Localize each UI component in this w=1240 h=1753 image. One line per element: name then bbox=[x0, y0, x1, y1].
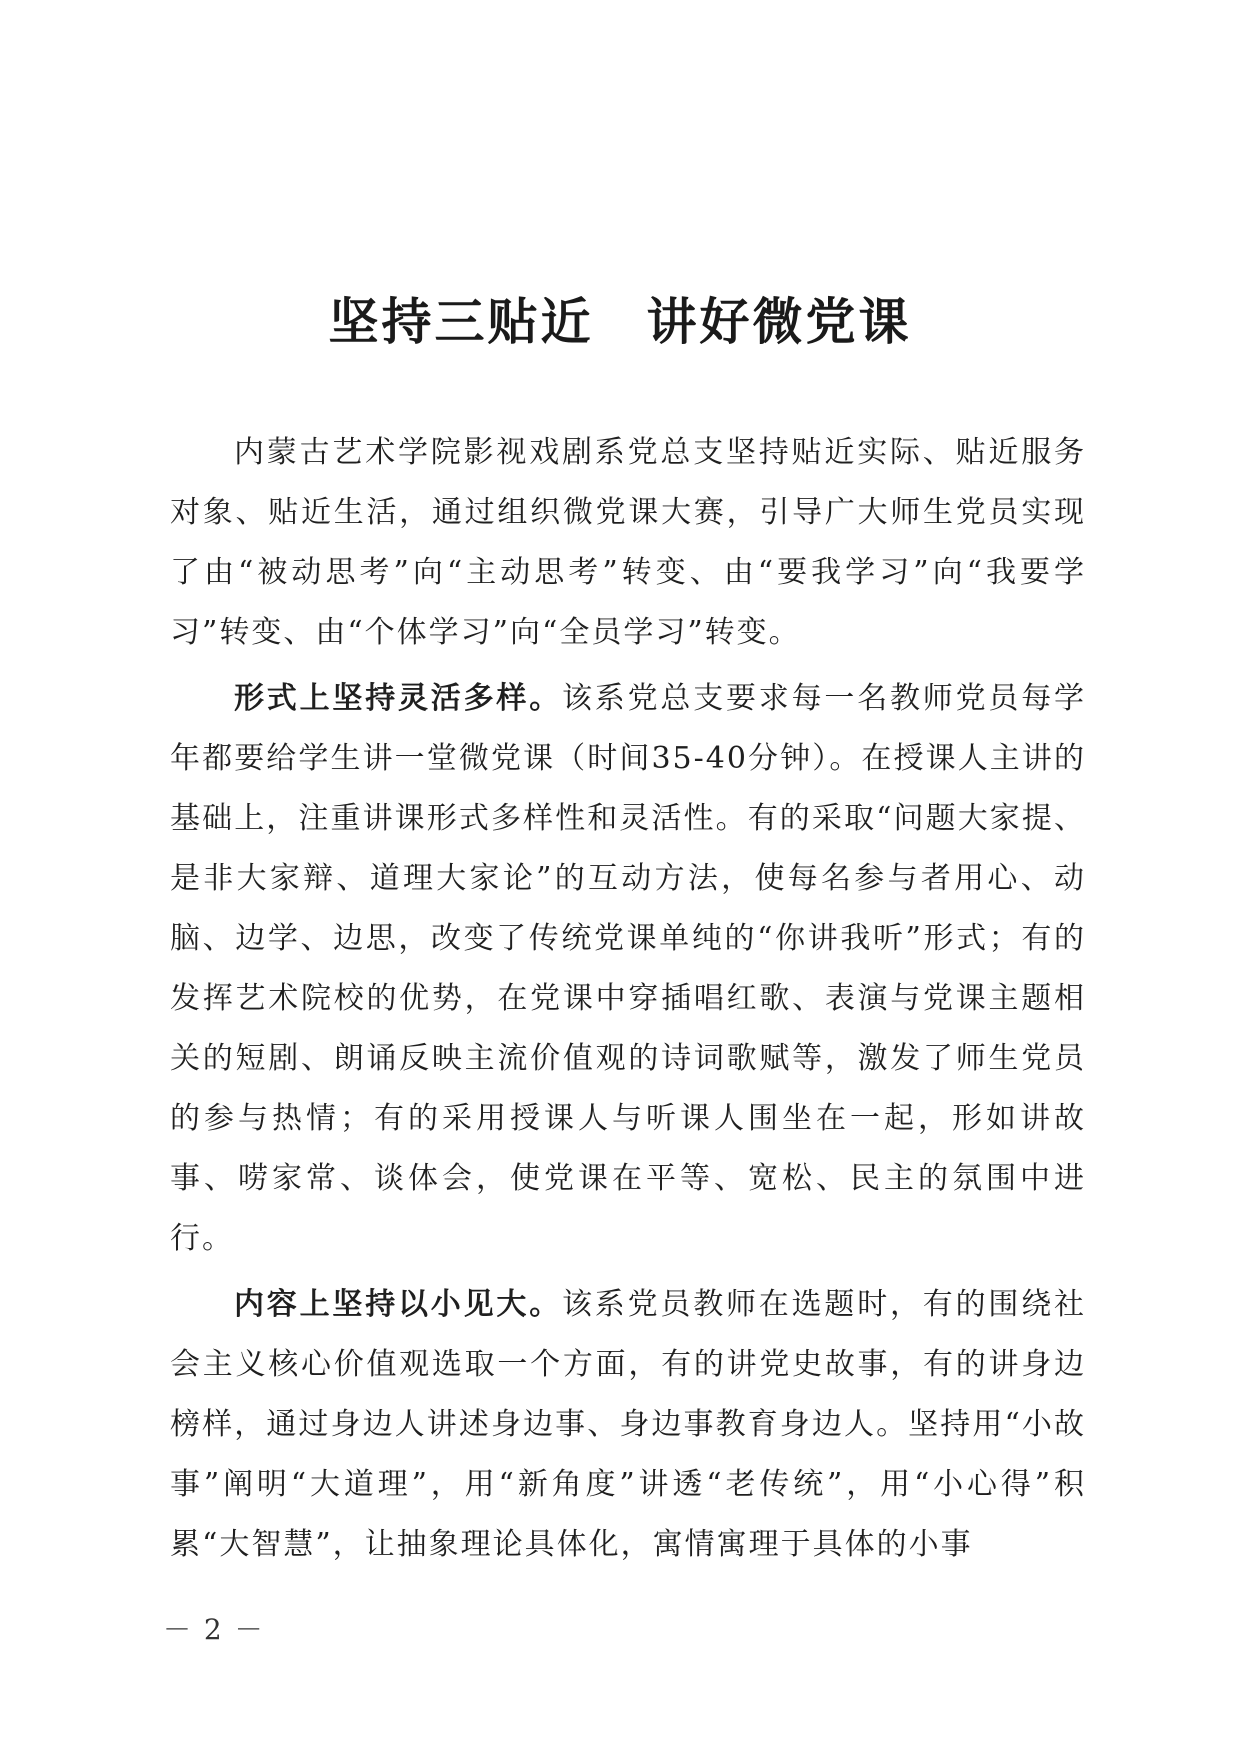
paragraph-text: 该系党总支要求每一名教师党员每学年都要给学生讲一堂微党课（时间35-40分钟）。在授课人主讲的基础上，注重讲课形式多样性和灵活性。有的采取“问题大家提、是非大家辩、道理大家论”的互动方法，使每名参与者用心、动脑、边学、边思，改变了传统党课单纯的“你讲我听”形式；有的发挥艺术院校的优势，在党课中穿插唱红歌、表演与党课主题相关的短剧、朗诵反映主流价值观的诗词歌赋等，激发了师生党员的参与热情；有的采用授课人与听课人围坐在一起，形如讲故事、唠家常、谈体会，使党课在平等、宽松、民主的氛围中进行。 bbox=[170, 681, 1086, 1256]
document-body bbox=[170, 423, 1086, 1581]
paragraph-text: 内蒙古艺术学院影视戏剧系党总支坚持贴近实际、贴近服务对象、贴近生活，通过组织微党课大赛，引导广大师生党员实现了由“被动思考”向“主动思考”转变、由“要我学习”向“我要学习”转变、由“个体学习”向“全员学习”转变。 bbox=[170, 435, 1086, 650]
page-number: － 2 － bbox=[163, 1613, 265, 1646]
paragraph-lead: 形式上坚持灵活多样。 bbox=[234, 681, 562, 716]
paragraph-content bbox=[170, 1275, 1086, 1575]
paragraph-lead: 内容上坚持以小见大。 bbox=[234, 1287, 562, 1322]
paragraph-intro bbox=[170, 423, 1086, 663]
document-title: 坚持三贴近 讲好微党课 bbox=[328, 293, 912, 351]
paragraph-text: 该系党员教师在选题时，有的围绕社会主义核心价值观选取一个方面，有的讲党史故事，有的讲身边榜样，通过身边人讲述身边事、身边事教育身边人。坚持用“小故事”阐明“大道理”，用“新角度”讲透“老传统”，用“小心得”积累“大智慧”，让抽象理论具体化，寓情寓理于具体的小事 bbox=[170, 1287, 1086, 1562]
paragraph-form bbox=[170, 669, 1086, 1269]
